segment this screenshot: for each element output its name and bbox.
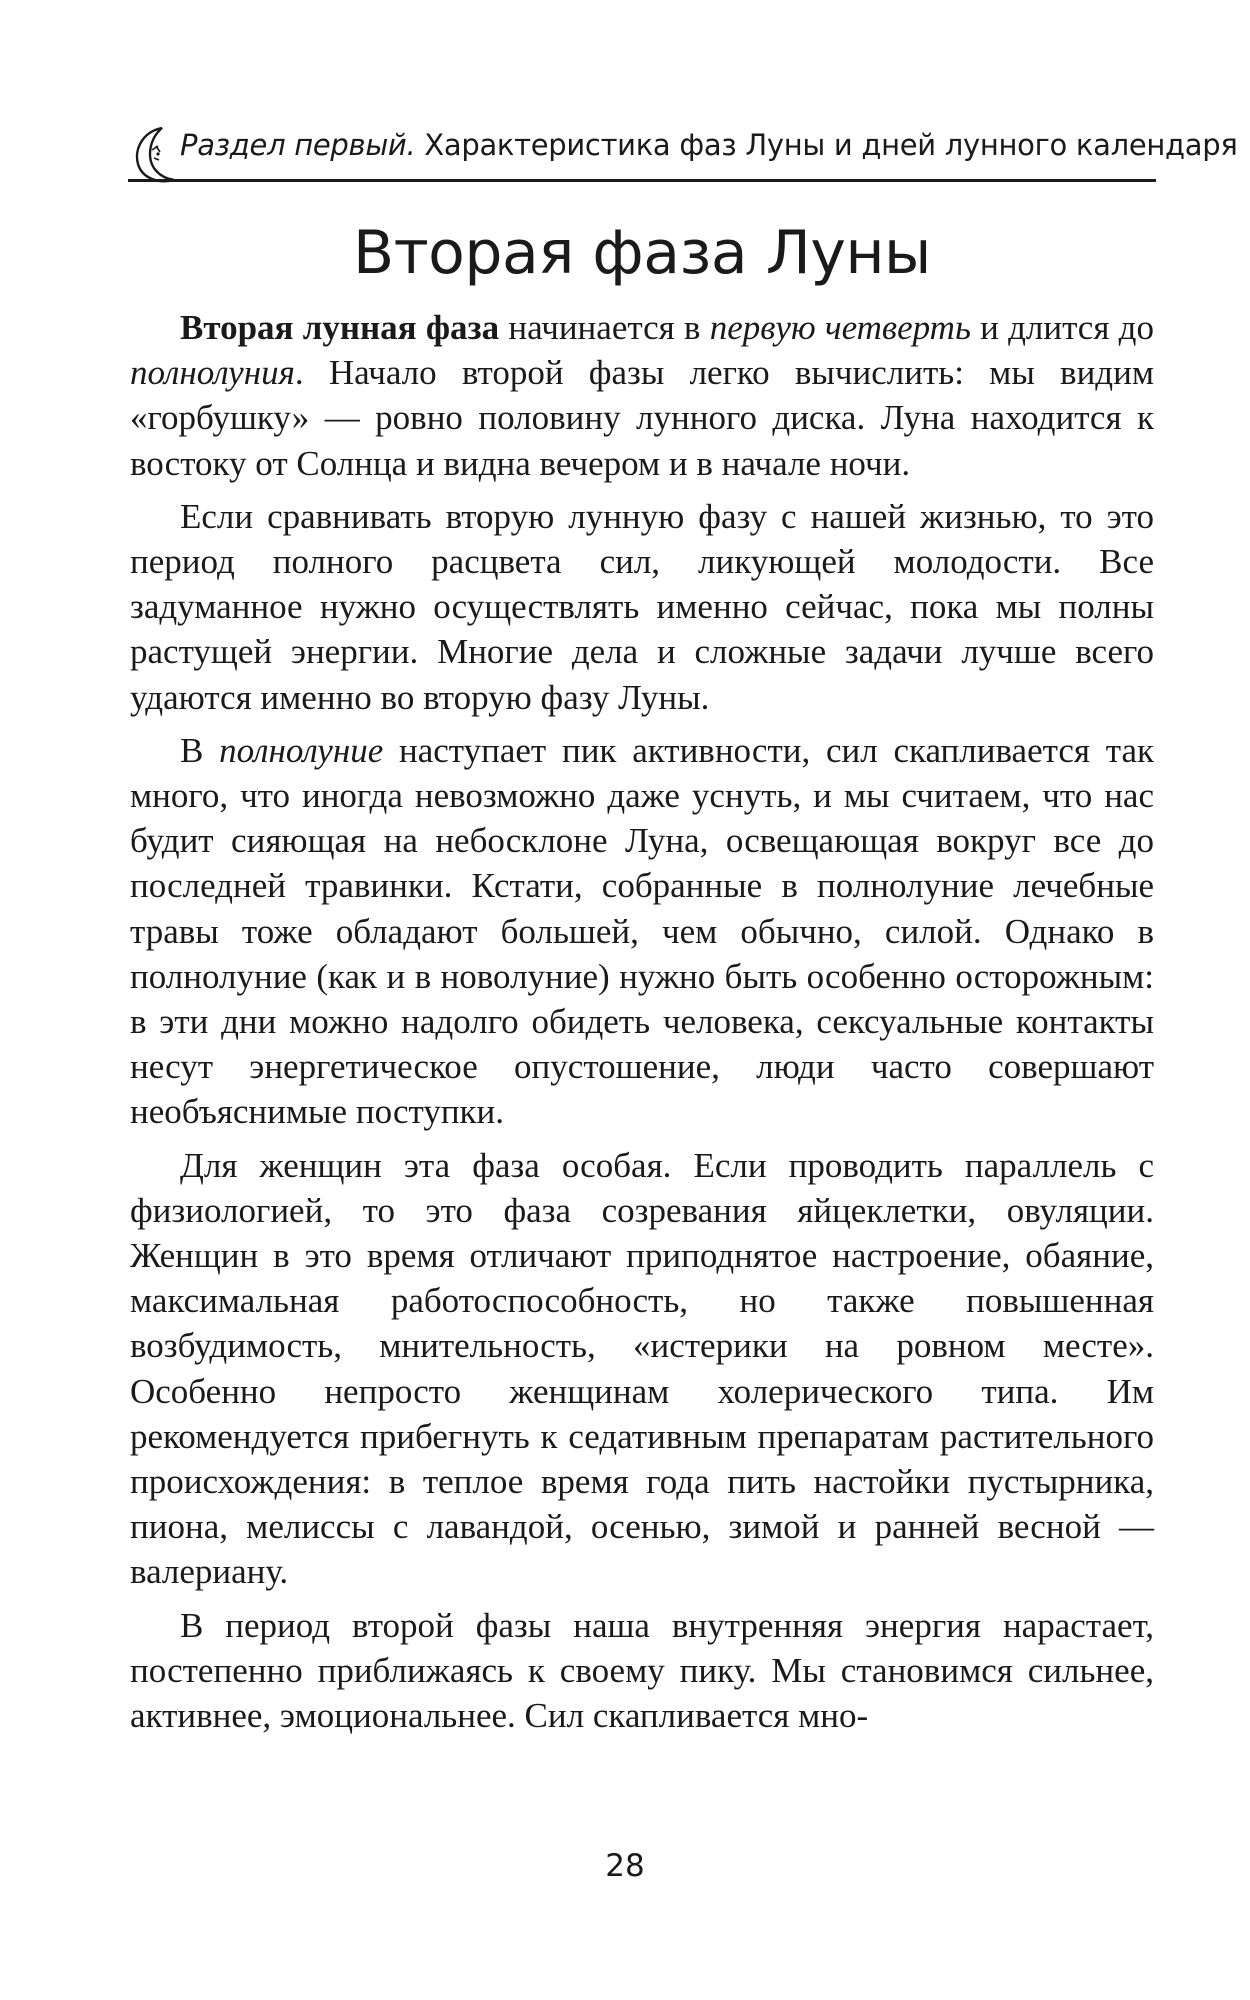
paragraph-3 bbox=[130, 728, 1154, 1135]
page-number: 28 bbox=[605, 1848, 645, 1884]
crescent-moon-icon bbox=[128, 124, 186, 186]
bold-term: Вторая лунная фаза bbox=[180, 308, 500, 347]
italic-term: первую четверть bbox=[709, 308, 971, 347]
header-section-title: Характеристика фаз Луны и дней лунного календаря bbox=[415, 128, 1238, 162]
header-section-label: Раздел первый. bbox=[180, 128, 416, 162]
italic-term: полнолуния bbox=[130, 353, 295, 393]
paragraph-1 bbox=[130, 305, 1154, 486]
running-header-text bbox=[180, 128, 1238, 162]
text-run: . Начало второй фазы легко вычислить: мы видим «горбушку» — ровно половину лунного диска. Луна находится к востоку от Солнца и видна вечером и в начале ночи. bbox=[130, 353, 1154, 483]
text-run: начинается в bbox=[499, 308, 710, 347]
body-text bbox=[130, 305, 1154, 1746]
paragraph-2: Если сравнивать вторую лунную фазу с нашей жизнью, то это период полного расцвета сил, ликующей молодости. Все задуманное нужно осуществлять именно сейчас, пока мы полны растущей энергии. Многие дела и сложные задачи лучше всего удаются именно во вторую фазу Луны. bbox=[130, 496, 1154, 717]
text-run: наступает пик активности, сил скапливается так много, что иногда невозможно даже уснуть, и мы считаем, что нас будит сияющая на небосклоне Луна, освещающая вокруг все до последней травинки. Кстати, собранные в полнолуние лечебные травы тоже обладают большей, чем обычно, силой. Однако в полнолуние (как и в новолуние) нужно быть особенно осторожным: в эти дни можно надолго обидеть человека, сексуальные контакты несут энергетическое опустошение, люди часто совершают необъяснимые поступки. bbox=[130, 730, 1154, 1132]
italic-term: полнолуние bbox=[219, 730, 384, 770]
text-run: В bbox=[180, 730, 220, 770]
paragraph-4: Для женщин эта фаза особая. Если проводить параллель с физиологией, то это фаза созревания яйцеклетки, овуляции. Женщин в это время отличают приподнятое настроение, обаяние, максимальная работоспособность, но также повышенная возбудимость, мнительность, «истерики на ровном месте». Особенно непросто женщинам холерического типа. Им рекомендуется прибегнуть к седативным препаратам растительного происхождения: в теплое время года пить настойки пустырника, пиона, мелиссы с лавандой, осенью, зимой и ранней весной — валериану. bbox=[130, 1145, 1154, 1592]
running-header bbox=[128, 118, 1238, 182]
text-run: и длится до bbox=[970, 308, 1154, 347]
chapter-title: Вторая фаза Луны bbox=[353, 218, 931, 288]
paragraph-5: В период второй фазы наша внутренняя энергия нарастает, постепенно приближаясь к своему пику. Мы становимся сильнее, активнее, эмоциональнее. Сил скапливается мно- bbox=[130, 1605, 1154, 1736]
